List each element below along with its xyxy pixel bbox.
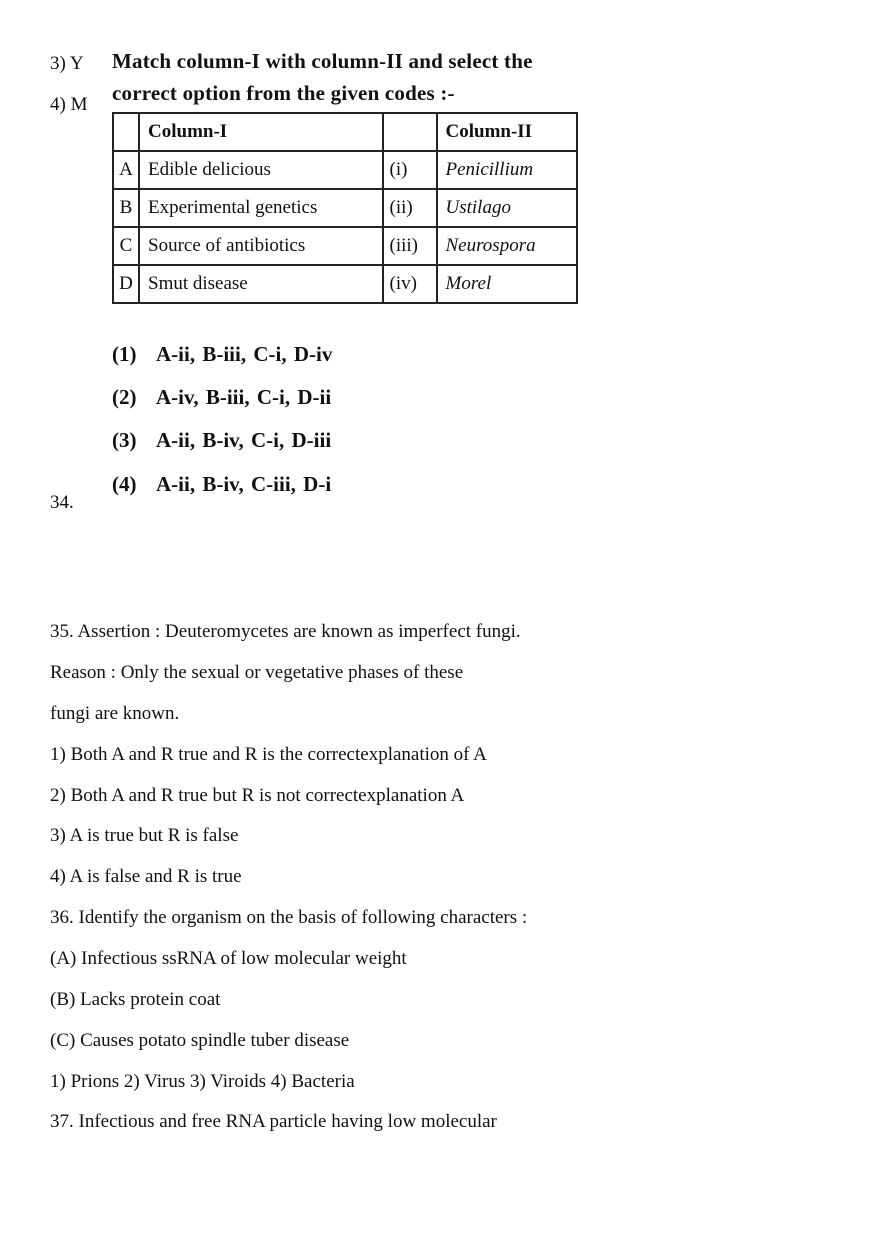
question-34-label: 34. <box>50 492 74 513</box>
row-column-1: Experimental genetics <box>139 189 383 227</box>
row-key: D <box>113 265 139 303</box>
question-33-option-1 <box>112 342 332 367</box>
row-key: B <box>113 189 139 227</box>
question-36-char-c: (C) Causes potato spindle tuber disease <box>50 1030 350 1051</box>
question-35-line3: fungi are known. <box>50 703 180 724</box>
question-35-option-1: 1) Both A and R true and R is the correctexplanation of A <box>50 744 487 765</box>
table-row <box>113 265 577 303</box>
header-cell-column-1: Column-I <box>139 113 383 151</box>
question-33-image <box>108 44 588 514</box>
row-column-1: Smut disease <box>139 265 383 303</box>
row-column-2: Ustilago <box>437 189 578 227</box>
question-35-line1: 35. Assertion : Deuteromycetes are known as imperfect fungi. <box>50 621 521 642</box>
row-column-1: Source of antibiotics <box>139 227 383 265</box>
row-column-2: Morel <box>437 265 578 303</box>
header-cell-key <box>113 113 139 151</box>
option-text: A-iv, B-iii, C-i, D-ii <box>156 385 332 409</box>
table-row <box>113 189 577 227</box>
option-number: (1) <box>112 342 137 366</box>
question-33-text-line2: correct option from the given codes :- <box>112 81 455 105</box>
question-35-option-2: 2) Both A and R true but R is not correctexplanation A <box>50 785 465 806</box>
prev-option-3-fragment: 3) Y <box>50 53 84 74</box>
prev-option-4-fragment: 4) M <box>50 94 88 115</box>
question-35-option-3: 3) A is true but R is false <box>50 825 239 846</box>
match-table <box>112 112 578 304</box>
option-text: A-ii, B-iv, C-iii, D-i <box>156 472 332 496</box>
question-36-char-b: (B) Lacks protein coat <box>50 989 221 1010</box>
question-36-options: 1) Prions 2) Virus 3) Viroids 4) Bacteria <box>50 1071 355 1092</box>
row-num: (ii) <box>383 189 437 227</box>
row-column-1: Edible delicious <box>139 151 383 189</box>
header-cell-column-2: Column-II <box>437 113 578 151</box>
option-number: (4) <box>112 472 137 496</box>
question-33-text-line1: Match column-I with column-II and select the <box>112 49 533 73</box>
question-33-option-2 <box>112 385 331 410</box>
row-num: (iii) <box>383 227 437 265</box>
option-text: A-ii, B-iii, C-i, D-iv <box>156 342 333 366</box>
question-35-option-4: 4) A is false and R is true <box>50 866 242 887</box>
row-column-2: Neurospora <box>437 227 578 265</box>
question-36-char-a: (A) Infectious ssRNA of low molecular weight <box>50 948 407 969</box>
row-num: (iv) <box>383 265 437 303</box>
table-row <box>113 227 577 265</box>
question-33-option-3 <box>112 428 331 453</box>
row-column-2: Penicillium <box>437 151 578 189</box>
row-num: (i) <box>383 151 437 189</box>
row-key: C <box>113 227 139 265</box>
row-key: A <box>113 151 139 189</box>
option-number: (3) <box>112 428 137 452</box>
table-row <box>113 151 577 189</box>
match-table-header <box>113 113 577 151</box>
question-36-line1: 36. Identify the organism on the basis of following characters : <box>50 907 528 928</box>
question-37-line1: 37. Infectious and free RNA particle having low molecular <box>50 1111 497 1132</box>
header-cell-num <box>383 113 437 151</box>
option-text: A-ii, B-iv, C-i, D-iii <box>156 428 332 452</box>
option-number: (2) <box>112 385 137 409</box>
question-35-line2: Reason : Only the sexual or vegetative phases of these <box>50 662 464 683</box>
question-33-option-4 <box>112 472 331 497</box>
